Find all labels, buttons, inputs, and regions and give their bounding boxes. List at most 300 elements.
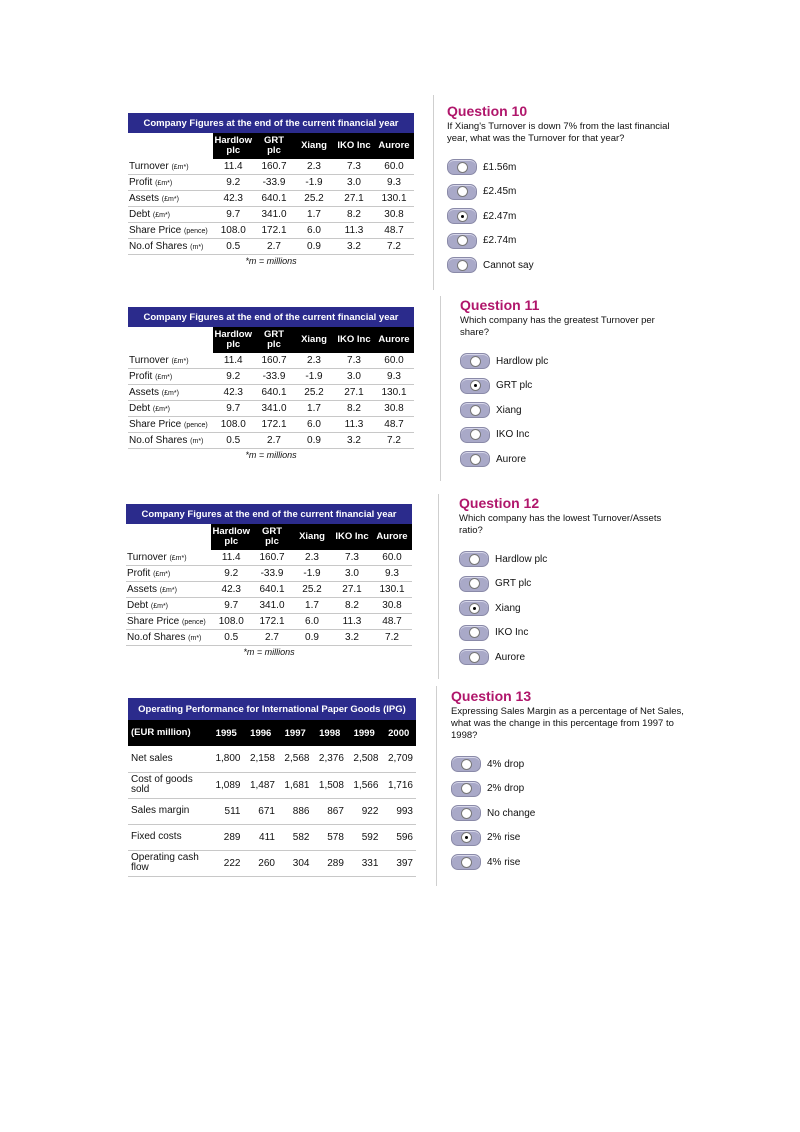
table-row	[128, 207, 414, 223]
radio-button[interactable]	[459, 551, 489, 567]
cell: 867	[312, 798, 346, 824]
option-label: No change	[487, 807, 536, 819]
cell: -1.9	[294, 175, 334, 191]
answer-option[interactable]	[459, 547, 684, 572]
cell: 3.0	[334, 175, 374, 191]
row-label-text: Debt	[129, 403, 151, 414]
cell: -33.9	[252, 566, 292, 582]
table-row	[128, 353, 414, 369]
radio-button[interactable]	[460, 353, 490, 369]
table-row	[126, 598, 412, 614]
cell: 3.2	[334, 239, 374, 255]
cell: 9.2	[213, 369, 254, 385]
row-unit: (pence)	[184, 422, 208, 429]
row-label-text: Assets	[129, 387, 160, 398]
cell: 27.1	[334, 385, 374, 401]
cell: 30.8	[374, 401, 414, 417]
row-unit: (£m*)	[159, 587, 177, 594]
cell: 596	[381, 824, 416, 850]
radio-dot-icon	[470, 356, 481, 367]
cell: 1,089	[209, 772, 243, 798]
option-label: £2.45m	[483, 186, 517, 198]
table-row	[128, 850, 416, 876]
row-label-text: Profit	[129, 371, 153, 382]
row-label-text: Turnover	[129, 355, 169, 366]
option-label: GRT plc	[496, 380, 533, 392]
cell: 7.3	[334, 159, 374, 175]
cell: 60.0	[374, 159, 414, 175]
row-unit: (£m*)	[171, 164, 189, 171]
row-label: Cost of goods sold	[128, 772, 209, 798]
answer-option[interactable]	[459, 596, 684, 621]
row-unit: (pence)	[182, 619, 206, 626]
cell: 2,568	[278, 746, 312, 772]
row-label-text: No.of Shares	[129, 435, 188, 446]
table-row	[126, 550, 412, 566]
row-label: Sales margin	[128, 798, 209, 824]
cell: 48.7	[374, 417, 414, 433]
radio-dot-icon	[457, 260, 468, 271]
table-row	[128, 191, 414, 207]
cell: 2.7	[254, 239, 294, 255]
cell: 30.8	[372, 598, 412, 614]
cell: 172.1	[254, 223, 294, 239]
question-10	[447, 103, 687, 278]
question-text: If Xiang's Turnover is down 7% from the last financial year, what was the Turnover for that year?	[447, 121, 670, 144]
table-title: Company Figures at the end of the current financial year	[128, 307, 414, 327]
row-label	[128, 223, 213, 239]
cell: 1.7	[294, 401, 334, 417]
answer-option[interactable]	[460, 349, 680, 374]
cell: 1,508	[312, 772, 346, 798]
year-header: 1998	[312, 720, 346, 746]
year-header: 1996	[243, 720, 277, 746]
table-row	[128, 369, 414, 385]
cell: -1.9	[294, 369, 334, 385]
cell: 60.0	[372, 550, 412, 566]
row-label: Operating cash flow	[128, 850, 209, 876]
radio-dot-icon	[469, 652, 480, 663]
year-header: 1995	[209, 720, 243, 746]
option-label: Cannot say	[483, 259, 534, 271]
cell: 341.0	[252, 598, 292, 614]
cell: 9.7	[211, 598, 252, 614]
cell: 511	[209, 798, 243, 824]
row-label-text: Profit	[127, 568, 151, 579]
cell: 6.0	[294, 417, 334, 433]
cell: 42.3	[213, 385, 254, 401]
cell: 2.3	[292, 550, 332, 566]
header-blank	[128, 327, 213, 353]
company-header: Aurore	[374, 327, 414, 353]
row-label	[128, 175, 213, 191]
company-header: Aurore	[374, 133, 414, 159]
option-label: IKO Inc	[496, 429, 530, 441]
table-row	[128, 746, 416, 772]
cell: -33.9	[254, 369, 294, 385]
row-label-text: Share Price	[129, 419, 182, 430]
cell: 341.0	[254, 207, 294, 223]
cell: 11.3	[332, 614, 372, 630]
cell: 2,709	[381, 746, 416, 772]
question-title: Question 13	[451, 688, 532, 704]
cell: 25.2	[292, 582, 332, 598]
company-header: Xiang	[294, 133, 334, 159]
cell: 42.3	[213, 191, 254, 207]
radio-button[interactable]	[459, 625, 489, 641]
radio-dot-icon	[461, 759, 472, 770]
divider	[436, 686, 437, 886]
answer-option[interactable]	[447, 253, 687, 278]
option-label: Xiang	[495, 602, 521, 614]
company-header: Xiang	[292, 524, 332, 550]
cell: 11.3	[334, 223, 374, 239]
cell: 9.7	[213, 401, 254, 417]
footnote: *m = millions	[245, 450, 297, 460]
option-label: Xiang	[496, 404, 522, 416]
radio-dot-icon	[461, 808, 472, 819]
table-row	[126, 630, 412, 646]
ipg-table-title: Operating Performance for International Paper Goods (IPG)	[128, 698, 416, 720]
cell: 11.4	[213, 159, 254, 175]
option-label: Hardlow plc	[496, 355, 549, 367]
footnote: *m = millions	[243, 647, 295, 657]
radio-button[interactable]	[447, 233, 477, 249]
row-label	[126, 566, 211, 582]
row-label	[128, 401, 213, 417]
radio-button[interactable]	[451, 854, 481, 870]
cell: 7.3	[334, 353, 374, 369]
radio-button[interactable]	[460, 378, 490, 394]
radio-button[interactable]	[447, 159, 477, 175]
radio-dot-icon	[470, 405, 481, 416]
cell: 27.1	[332, 582, 372, 598]
cell: 7.2	[374, 433, 414, 449]
cell: 1.7	[292, 598, 332, 614]
row-label	[126, 550, 211, 566]
radio-button[interactable]	[451, 830, 481, 846]
cell: 2,376	[312, 746, 346, 772]
cell: 9.7	[213, 207, 254, 223]
footnote: *m = millions	[245, 256, 297, 266]
cell: 9.3	[374, 175, 414, 191]
header-blank	[128, 133, 213, 159]
cell: 7.2	[374, 239, 414, 255]
row-label	[128, 433, 213, 449]
cell: 1,681	[278, 772, 312, 798]
answer-option[interactable]	[459, 621, 684, 646]
answer-option[interactable]	[460, 423, 680, 448]
row-unit: (£m*)	[161, 196, 179, 203]
answer-option[interactable]	[459, 645, 684, 670]
table-row	[128, 401, 414, 417]
company-header: GRT plc	[254, 133, 294, 159]
radio-button[interactable]	[459, 576, 489, 592]
answer-option[interactable]	[459, 572, 684, 597]
option-label: Aurore	[496, 453, 527, 465]
radio-dot-icon	[457, 211, 468, 222]
radio-dot-icon	[461, 857, 472, 868]
company-header: GRT plc	[252, 524, 292, 550]
option-label: 2% rise	[487, 832, 521, 844]
answer-option[interactable]	[460, 398, 680, 423]
option-label: £2.74m	[483, 235, 517, 247]
cell: 341.0	[254, 401, 294, 417]
cell: 886	[278, 798, 312, 824]
question-text: Expressing Sales Margin as a percentage of Net Sales, what was the change in this percentage from 1997 to 1998?	[451, 706, 684, 741]
cell: 8.2	[332, 598, 372, 614]
table-row	[126, 614, 412, 630]
answer-option[interactable]	[460, 447, 680, 472]
row-label-text: No.of Shares	[127, 632, 186, 643]
cell: 640.1	[254, 385, 294, 401]
row-unit: (£m*)	[153, 571, 171, 578]
radio-dot-icon	[469, 578, 480, 589]
question-11	[460, 297, 680, 472]
company-figures-table-q12	[126, 504, 412, 657]
cell: 9.3	[372, 566, 412, 582]
divider	[440, 296, 441, 481]
radio-button[interactable]	[460, 427, 490, 443]
option-label: £2.47m	[483, 210, 517, 222]
cell: 993	[381, 798, 416, 824]
row-label	[128, 207, 213, 223]
cell: 108.0	[213, 417, 254, 433]
ipg-unit-label: (EUR million)	[128, 720, 209, 746]
row-label-text: Debt	[127, 600, 149, 611]
row-label	[128, 417, 213, 433]
cell: 222	[209, 850, 243, 876]
company-header: IKO Inc	[334, 133, 374, 159]
answer-option[interactable]	[451, 826, 686, 851]
table-row	[128, 798, 416, 824]
row-unit: (£m*)	[171, 358, 189, 365]
ipg-performance-table	[128, 698, 416, 877]
cell: 0.5	[211, 630, 252, 646]
answer-option[interactable]	[460, 374, 680, 399]
radio-button[interactable]	[451, 805, 481, 821]
radio-dot-icon	[470, 454, 481, 465]
table-row	[128, 159, 414, 175]
cell: 6.0	[292, 614, 332, 630]
option-label: IKO Inc	[495, 627, 529, 639]
cell: 3.0	[334, 369, 374, 385]
answer-option[interactable]	[451, 752, 686, 777]
cell: 1.7	[294, 207, 334, 223]
divider	[433, 95, 434, 290]
cell: 592	[347, 824, 381, 850]
option-label: GRT plc	[495, 578, 532, 590]
cell: 130.1	[372, 582, 412, 598]
year-header: 1999	[347, 720, 381, 746]
answer-option[interactable]	[451, 801, 686, 826]
row-label	[126, 598, 211, 614]
divider	[438, 494, 439, 679]
cell: 48.7	[372, 614, 412, 630]
cell: 2.7	[254, 433, 294, 449]
cell: 11.3	[334, 417, 374, 433]
cell: 172.1	[252, 614, 292, 630]
cell: 42.3	[211, 582, 252, 598]
cell: 260	[243, 850, 277, 876]
cell: 671	[243, 798, 277, 824]
row-unit: (m*)	[190, 244, 204, 251]
cell: 3.2	[334, 433, 374, 449]
cell: 2.7	[252, 630, 292, 646]
cell: 9.2	[213, 175, 254, 191]
radio-button[interactable]	[459, 649, 489, 665]
radio-dot-icon	[457, 162, 468, 173]
table-row	[128, 824, 416, 850]
cell: 640.1	[254, 191, 294, 207]
table-row	[128, 772, 416, 798]
row-label-text: Share Price	[129, 225, 182, 236]
company-header: GRT plc	[254, 327, 294, 353]
cell: 160.7	[252, 550, 292, 566]
row-unit: (£m*)	[152, 212, 171, 219]
option-label: £1.56m	[483, 161, 517, 173]
radio-dot-icon	[457, 186, 468, 197]
question-12	[459, 495, 684, 670]
row-label-text: Assets	[129, 193, 160, 204]
cell: 1,566	[347, 772, 381, 798]
company-header: Hardlow plc	[213, 133, 254, 159]
table-row	[126, 566, 412, 582]
company-header: Hardlow plc	[211, 524, 252, 550]
radio-button[interactable]	[447, 257, 477, 273]
option-label: Hardlow plc	[495, 553, 548, 565]
row-unit: (m*)	[188, 635, 202, 642]
cell: 8.2	[334, 207, 374, 223]
cell: 172.1	[254, 417, 294, 433]
row-unit: (pence)	[184, 228, 208, 235]
row-label-text: Profit	[129, 177, 153, 188]
cell: 0.9	[294, 433, 334, 449]
cell: 1,487	[243, 772, 277, 798]
answer-option[interactable]	[447, 204, 687, 229]
radio-button[interactable]	[460, 451, 490, 467]
row-label-text: Share Price	[127, 616, 180, 627]
cell: 2.3	[294, 353, 334, 369]
radio-dot-icon	[469, 603, 480, 614]
cell: 922	[347, 798, 381, 824]
question-text: Which company has the lowest Turnover/Assets ratio?	[459, 513, 662, 536]
option-label: 4% rise	[487, 856, 521, 868]
company-header: IKO Inc	[334, 327, 374, 353]
table-row	[128, 417, 414, 433]
radio-button[interactable]	[451, 756, 481, 772]
cell: 60.0	[374, 353, 414, 369]
radio-dot-icon	[470, 380, 481, 391]
row-label: Net sales	[128, 746, 209, 772]
radio-button[interactable]	[447, 208, 477, 224]
cell: 0.5	[213, 239, 254, 255]
cell: 0.9	[292, 630, 332, 646]
row-unit: (£m*)	[150, 603, 169, 610]
cell: 25.2	[294, 385, 334, 401]
cell: 0.9	[294, 239, 334, 255]
radio-button[interactable]	[447, 184, 477, 200]
cell: 11.4	[213, 353, 254, 369]
company-figures-table-q11	[128, 307, 414, 460]
cell: -1.9	[292, 566, 332, 582]
table-row	[128, 433, 414, 449]
row-label	[128, 369, 213, 385]
answer-option[interactable]	[447, 155, 687, 180]
question-title: Question 10	[447, 103, 528, 119]
cell: 30.8	[374, 207, 414, 223]
cell: 1,716	[381, 772, 416, 798]
row-unit: (£m*)	[152, 406, 171, 413]
cell: 2,508	[347, 746, 381, 772]
cell: 108.0	[211, 614, 252, 630]
cell: 48.7	[374, 223, 414, 239]
cell: 3.0	[332, 566, 372, 582]
row-label-text: Turnover	[127, 552, 167, 563]
row-label	[126, 630, 211, 646]
radio-button[interactable]	[451, 781, 481, 797]
row-label	[128, 239, 213, 255]
company-header: Xiang	[294, 327, 334, 353]
cell: 130.1	[374, 385, 414, 401]
cell: 2.3	[294, 159, 334, 175]
row-label	[128, 191, 213, 207]
answer-option[interactable]	[447, 180, 687, 205]
cell: 1,800	[209, 746, 243, 772]
question-13	[451, 688, 686, 875]
answer-option[interactable]	[447, 229, 687, 254]
radio-dot-icon	[470, 429, 481, 440]
radio-button[interactable]	[459, 600, 489, 616]
cell: 108.0	[213, 223, 254, 239]
table-title: Company Figures at the end of the current financial year	[126, 504, 412, 524]
cell: 27.1	[334, 191, 374, 207]
answer-option[interactable]	[451, 777, 686, 802]
table-row	[128, 175, 414, 191]
row-unit: (£m*)	[155, 180, 173, 187]
question-title: Question 12	[459, 495, 540, 511]
radio-button[interactable]	[460, 402, 490, 418]
table-row	[128, 385, 414, 401]
company-figures-grid	[128, 113, 414, 255]
cell: 25.2	[294, 191, 334, 207]
option-label: 2% drop	[487, 783, 525, 795]
cell: 11.4	[211, 550, 252, 566]
company-header: Aurore	[372, 524, 412, 550]
question-title: Question 11	[460, 297, 540, 313]
cell: 289	[209, 824, 243, 850]
row-label	[126, 582, 211, 598]
cell: 7.3	[332, 550, 372, 566]
answer-option[interactable]	[451, 850, 686, 875]
header-blank	[126, 524, 211, 550]
cell: -33.9	[254, 175, 294, 191]
cell: 0.5	[213, 433, 254, 449]
cell: 6.0	[294, 223, 334, 239]
cell: 640.1	[252, 582, 292, 598]
table-row	[126, 582, 412, 598]
company-header: Hardlow plc	[213, 327, 254, 353]
cell: 331	[347, 850, 381, 876]
company-figures-table-q10	[128, 113, 414, 266]
cell: 411	[243, 824, 277, 850]
year-header: 2000	[381, 720, 416, 746]
row-label	[128, 353, 213, 369]
row-unit: (£m*)	[155, 374, 173, 381]
row-unit: (£m*)	[169, 555, 187, 562]
radio-dot-icon	[469, 554, 480, 565]
company-figures-grid	[126, 504, 412, 646]
